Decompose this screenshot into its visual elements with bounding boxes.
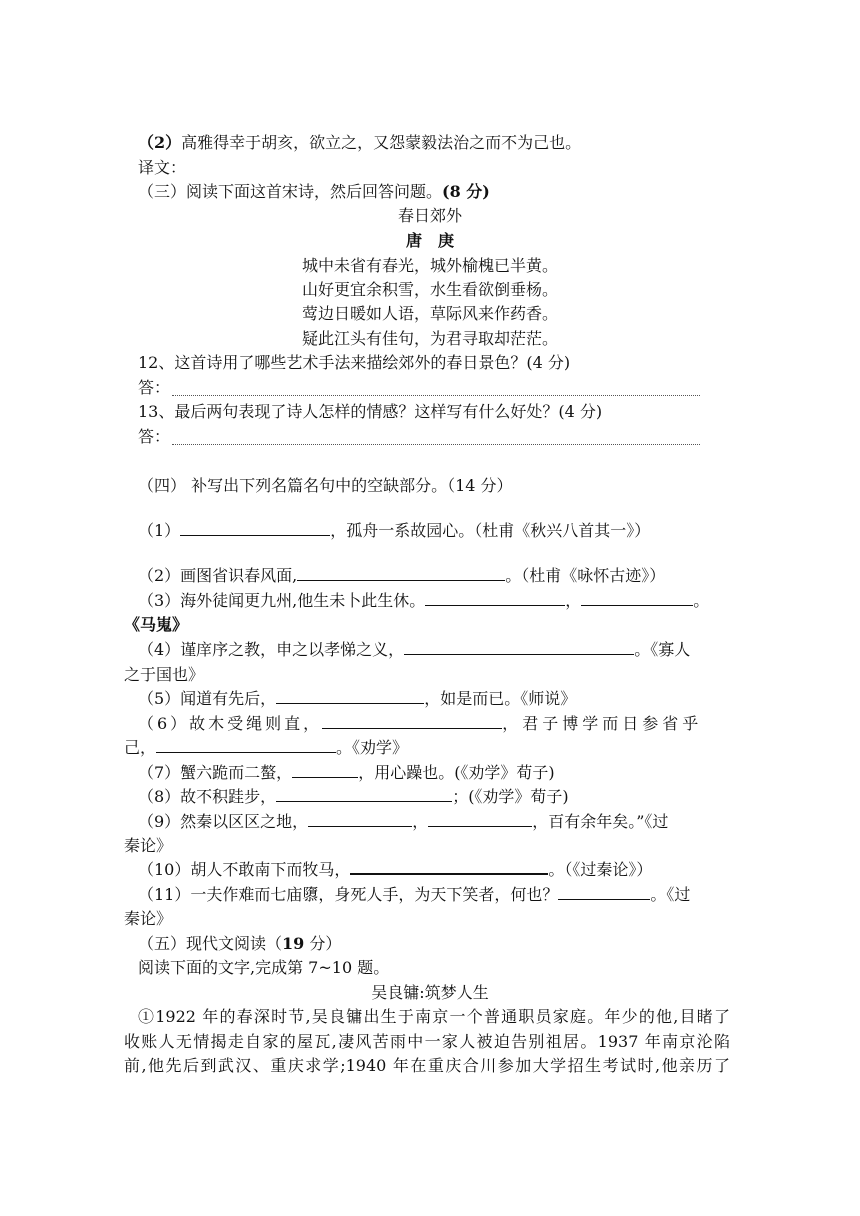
blank[interactable] <box>558 885 650 900</box>
item-text: （10）胡人不敢南下而牧马， <box>138 860 351 879</box>
answer-label-13: 答： <box>138 427 171 446</box>
blank[interactable] <box>322 714 502 729</box>
item-text: ，用心躁也。(《劝学》荀子) <box>358 763 555 782</box>
item-text: （6）故木受绳则直， <box>138 714 323 733</box>
item-text: ， <box>412 812 429 831</box>
question-13: 13、最后两句表现了诗人怎样的情感？这样写有什么好处？(4 分) <box>138 402 603 421</box>
fill-item-11 <box>138 884 690 906</box>
fill-item-9-cont: 秦论》 <box>124 836 173 855</box>
blank[interactable] <box>297 566 505 581</box>
item-text: 。《过 <box>650 885 691 904</box>
poem-line-1: 城中未省有春光，城外榆槐已半黄。 <box>301 256 558 275</box>
item-text: ，孤舟一系故园心。（杜甫《秋兴八首其一》） <box>330 521 651 540</box>
question-text: 高雅得幸于胡亥，欲立之，又怨蒙毅法治之而不为己也。 <box>181 133 582 152</box>
fill-item-4-cont: 之于国也》 <box>124 665 205 684</box>
blank[interactable] <box>276 689 424 704</box>
item-text: ，君子博学而日参省乎 <box>502 714 703 733</box>
answer-line-12[interactable] <box>172 395 700 396</box>
fill-item-7 <box>138 762 555 784</box>
fill-item-6-cont <box>124 737 408 759</box>
item-text: （8）故不积跬步， <box>138 787 277 806</box>
section-3-heading <box>138 181 490 203</box>
section-5-heading <box>138 933 341 955</box>
fill-item-2 <box>138 565 665 587</box>
item-text: ；(《劝学》荀子) <box>452 787 569 806</box>
article-para-line-2: 收账人无情揭走自家的屋瓦,凄风苦雨中一家人被迫告别祖居。1937 年南京沦陷 <box>124 1032 730 1051</box>
item-text: 。《寡人 <box>634 640 691 659</box>
blank[interactable] <box>428 812 532 827</box>
question-12: 12、这首诗用了哪些艺术手法来描绘郊外的春日景色？(4 分) <box>138 353 571 372</box>
blank[interactable] <box>581 591 693 606</box>
item-text: 。（《过秦论》） <box>548 860 653 879</box>
item-text: （7）蟹六跪而二螯， <box>138 763 293 782</box>
answer-label-12: 答： <box>138 378 171 397</box>
article-para-line-3: 前,他先后到武汉、重庆求学;1940 年在重庆合川参加大学招生考试时,他亲历了 <box>124 1056 730 1075</box>
section-3-score: (8 分) <box>442 182 490 201</box>
question-2-line <box>138 132 581 154</box>
fill-item-3-source: 《马嵬》 <box>124 615 189 634</box>
item-text: 。《劝学》 <box>336 738 409 757</box>
poem-author: 唐 庚 <box>405 231 454 250</box>
item-text: （1） <box>138 521 181 540</box>
section-5-score: 19 <box>282 934 305 953</box>
item-text: 。 <box>693 591 710 610</box>
item-text: （2）画图省识春风面, <box>138 566 298 585</box>
fill-item-8 <box>138 786 569 808</box>
blank[interactable] <box>350 859 548 875</box>
blank[interactable] <box>276 787 452 802</box>
poem-line-3: 莺边日暖如人语，草际风来作药香。 <box>301 304 558 323</box>
article-para-line-1: ①1922 年的春深时节,吴良镛出生于南京一个普通职员家庭。年少的他,目睹了 <box>138 1007 730 1026</box>
question-number: （2） <box>138 133 182 152</box>
fill-item-5 <box>138 688 576 710</box>
poem-title: 春日郊外 <box>397 206 462 225</box>
fill-item-9 <box>138 811 668 833</box>
blank[interactable] <box>156 738 336 753</box>
poem-line-2: 山好更宜余积雪，水生看欲倒垂杨。 <box>301 280 558 299</box>
item-text: （5）闻道有先后， <box>138 689 277 708</box>
blank[interactable] <box>180 521 330 536</box>
section-5-instruction: 阅读下面的文字,完成第 7~10 题。 <box>138 958 390 977</box>
poem-line-4: 疑此江头有佳句，为君寻取却茫茫。 <box>301 329 558 348</box>
section-5-heading-end: 分） <box>304 934 342 953</box>
answer-line-13[interactable] <box>172 444 700 445</box>
fill-item-3 <box>138 590 709 612</box>
fill-item-6 <box>138 713 702 735</box>
article-title: 吴良镛:筑梦人生 <box>371 983 489 1002</box>
item-text: 。（杜甫《咏怀古迹》） <box>505 566 666 585</box>
translation-label: 译文： <box>138 158 187 177</box>
item-text: （9）然秦以区区之地， <box>138 812 309 831</box>
blank[interactable] <box>308 812 412 827</box>
fill-item-1 <box>138 520 650 542</box>
item-text: （4）谨庠序之教，申之以孝悌之义， <box>138 640 405 659</box>
fill-item-4 <box>138 639 690 661</box>
section-5-heading-text: （五）现代文阅读（ <box>138 934 283 953</box>
blank[interactable] <box>425 591 565 606</box>
item-text: ， <box>565 591 582 610</box>
item-text: （11）一夫作难而七庙隳，身死人手，为天下笑者，何也？ <box>138 885 559 904</box>
section-3-heading-text: （三）阅读下面这首宋诗，然后回答问题。 <box>138 182 443 201</box>
fill-item-11-cont: 秦论》 <box>124 909 173 928</box>
section-4-heading: （四） 补写出下列名篇名句中的空缺部分。（14 分） <box>138 476 513 495</box>
item-text: 己， <box>124 738 157 757</box>
fill-item-10 <box>138 859 652 881</box>
blank[interactable] <box>404 640 634 655</box>
item-text: （3）海外徒闻更九州,他生未卜此生休。 <box>138 591 426 610</box>
blank[interactable] <box>292 763 358 778</box>
item-text: ，百有余年矣。”《过 <box>532 812 669 831</box>
item-text: ，如是而已。《师说》 <box>424 689 577 708</box>
